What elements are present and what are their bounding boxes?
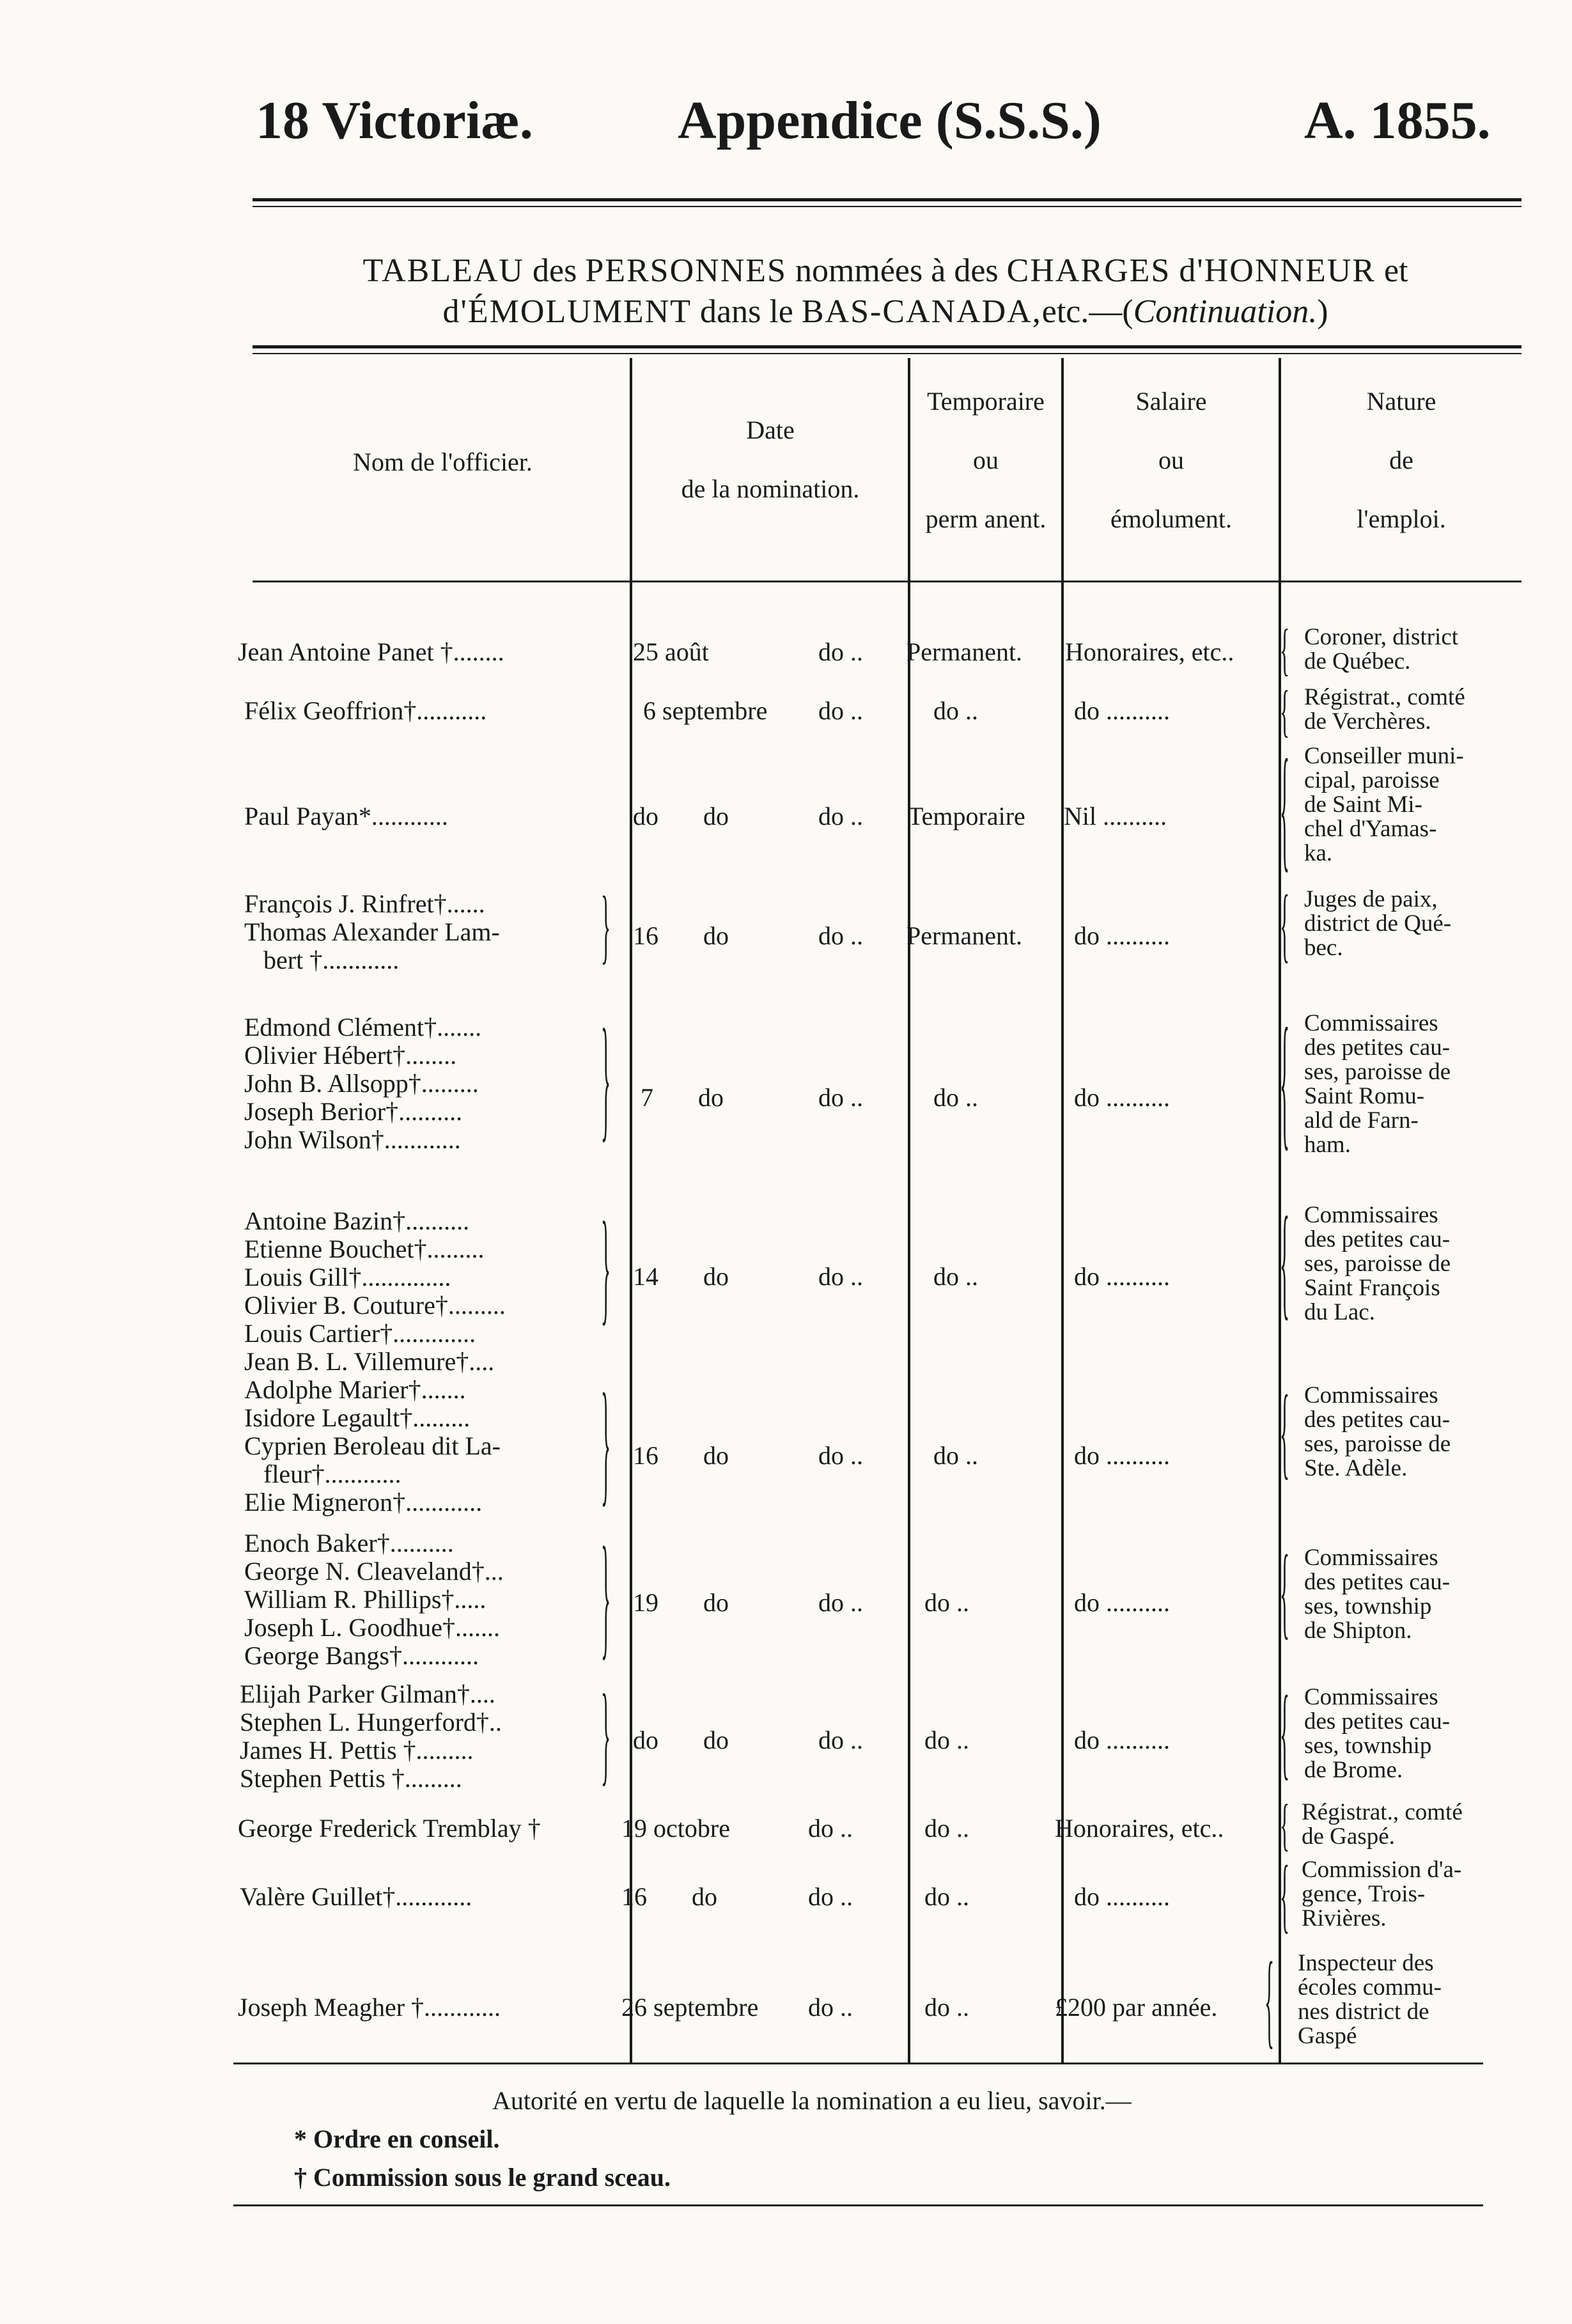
salary: do .......... bbox=[1074, 1588, 1170, 1617]
nature-brace: { bbox=[1265, 1941, 1275, 2059]
nomination-date: 6 septembre bbox=[643, 696, 768, 725]
officer-name: Thomas Alexander Lam- bbox=[244, 917, 500, 946]
table-rule-top bbox=[253, 345, 1521, 348]
officer-name: Antoine Bazin†.......... bbox=[244, 1206, 470, 1235]
nomination-date: 7 do bbox=[641, 1083, 724, 1112]
year-label: A. 1855. bbox=[1304, 91, 1491, 150]
salary: do .......... bbox=[1074, 1262, 1170, 1291]
col-sep-1 bbox=[630, 358, 632, 2063]
names-brace: { bbox=[601, 1197, 611, 1337]
footnote-great-seal: † Commission sous le grand sceau. bbox=[294, 2163, 671, 2192]
employment-nature: Commissaires des petites cau- ses, paroisse de Ste. Adèle. bbox=[1304, 1382, 1451, 1481]
nomination-date: 16 do bbox=[633, 921, 729, 950]
officer-name: Joseph L. Goodhue†....... bbox=[244, 1613, 500, 1642]
tenure: do .. bbox=[933, 1262, 978, 1291]
employment-nature: Régistrat., comté de Gaspé. bbox=[1302, 1799, 1463, 1850]
employment-nature: Inspecteur des écoles commu- nes district de Gaspé bbox=[1298, 1950, 1442, 2049]
employment-nature: Commissaires des petites cau- ses, township de Shipton. bbox=[1304, 1545, 1451, 1644]
col-head-temporaire: Temporaire ou perm anent. bbox=[925, 387, 1047, 533]
nomination-date: 19 octobre bbox=[621, 1814, 730, 1843]
nature-brace: { bbox=[1280, 1192, 1290, 1332]
nomination-date: do do bbox=[633, 1726, 729, 1754]
nomination-year: do .. bbox=[818, 921, 863, 950]
officer-name: Louis Cartier†............. bbox=[244, 1319, 476, 1348]
officer-name: John Wilson†............ bbox=[244, 1125, 461, 1154]
names-brace: { bbox=[601, 1367, 611, 1519]
officer-name: Cyprien Beroleau dit La- bbox=[244, 1431, 501, 1460]
employment-nature: Régistrat., comté de Verchères. bbox=[1304, 684, 1465, 735]
officer-name: fleur†............ bbox=[263, 1460, 401, 1488]
officer-name: Félix Geoffrion†........... bbox=[244, 696, 487, 725]
nature-brace: { bbox=[1280, 618, 1290, 682]
tenure: do .. bbox=[924, 1814, 969, 1843]
officer-name: Stephen Pettis †......... bbox=[240, 1764, 462, 1793]
officer-name: Elijah Parker Gilman†.... bbox=[240, 1680, 495, 1708]
nomination-date: 14 do bbox=[633, 1262, 729, 1291]
employment-nature: Commissaires des petites cau- ses, paroisse de Saint Romu- ald de Farn- ham. bbox=[1304, 1010, 1451, 1158]
officer-name: William R. Phillips†..... bbox=[244, 1585, 486, 1614]
session-label: 18 Victoriæ. bbox=[256, 91, 533, 150]
nature-brace: { bbox=[1280, 1793, 1290, 1857]
col-head-nom: Nom de l'officier. bbox=[353, 448, 533, 476]
employment-nature: Coroner, district de Québec. bbox=[1304, 624, 1459, 675]
col-sep-2 bbox=[908, 358, 910, 2063]
tenure: do .. bbox=[933, 1083, 978, 1112]
salary: Honoraires, etc.. bbox=[1065, 637, 1234, 666]
names-brace: { bbox=[601, 1520, 611, 1673]
officer-name: François J. Rinfret†...... bbox=[244, 889, 485, 918]
officer-name: Louis Gill†.............. bbox=[244, 1263, 451, 1291]
nature-brace: { bbox=[1280, 878, 1290, 971]
tenure: do .. bbox=[924, 1726, 969, 1754]
officer-name: Stephen L. Hungerford†.. bbox=[240, 1708, 502, 1736]
names-brace: { bbox=[601, 880, 611, 972]
col-sep-3 bbox=[1061, 358, 1064, 2063]
nomination-date: 25 août bbox=[633, 637, 709, 666]
table-bottom-rule bbox=[233, 2063, 1483, 2064]
salary: do .......... bbox=[1074, 1441, 1170, 1470]
appendix-label: Appendice (S.S.S.) bbox=[678, 91, 1101, 150]
salary: £200 par année. bbox=[1055, 1993, 1218, 2022]
employment-nature: Commissaires des petites cau- ses, township de Brome. bbox=[1304, 1684, 1451, 1783]
nomination-year: do .. bbox=[818, 1588, 863, 1617]
nomination-date: 16 do bbox=[621, 1882, 717, 1911]
footer-rule bbox=[233, 2204, 1483, 2206]
footnote-order-in-council: * Ordre en conseil. bbox=[294, 2125, 500, 2153]
nature-brace: { bbox=[1280, 680, 1290, 743]
employment-nature: Conseiller muni- cipal, paroisse de Saint Mi- chel d'Yamas- ka. bbox=[1304, 743, 1464, 866]
table-title bbox=[230, 251, 1541, 332]
names-brace: { bbox=[601, 1673, 611, 1797]
officer-name: John B. Allsopp†......... bbox=[244, 1069, 479, 1098]
officer-name: Isidore Legault†......... bbox=[244, 1403, 471, 1432]
nomination-year: do .. bbox=[818, 1262, 863, 1291]
tenure: do .. bbox=[924, 1993, 969, 2022]
officer-name: Elie Migneron†............ bbox=[244, 1488, 483, 1517]
officer-name: Enoch Baker†.......... bbox=[244, 1529, 454, 1557]
officer-name: Adolphe Marier†....... bbox=[244, 1375, 466, 1404]
tenure: Permanent. bbox=[907, 637, 1023, 666]
nomination-year: do .. bbox=[808, 1882, 853, 1911]
nomination-year: do .. bbox=[818, 637, 863, 666]
officer-name: bert †............ bbox=[263, 946, 400, 974]
salary: Nil .......... bbox=[1064, 802, 1167, 831]
nomination-year: do .. bbox=[808, 1814, 853, 1843]
officer-name: Olivier Hébert†........ bbox=[244, 1041, 457, 1070]
col-head-salaire: Salaire ou émolument. bbox=[1110, 387, 1232, 533]
tenure: Permanent. bbox=[907, 921, 1023, 950]
header-rule-top bbox=[253, 198, 1521, 201]
tenure: do .. bbox=[924, 1588, 969, 1617]
table-rule-top-thin bbox=[253, 353, 1521, 354]
nomination-year: do .. bbox=[818, 1726, 863, 1754]
nature-brace: { bbox=[1280, 1676, 1290, 1790]
officer-name: Olivier B. Couture†......... bbox=[244, 1291, 506, 1320]
nature-brace: { bbox=[1280, 999, 1290, 1164]
header-rule-bottom bbox=[253, 206, 1521, 207]
officer-name: George Bangs†............ bbox=[244, 1641, 479, 1670]
nomination-year: do .. bbox=[818, 1441, 863, 1470]
nomination-year: do .. bbox=[818, 802, 863, 831]
salary: do .......... bbox=[1074, 1083, 1170, 1112]
nomination-date: do do bbox=[633, 802, 729, 831]
nomination-year: do .. bbox=[818, 696, 863, 725]
col-head-nature: Nature de l'emploi. bbox=[1357, 387, 1446, 533]
authority-note: Autorité en vertu de laquelle la nomination a eu lieu, savoir.— bbox=[492, 2086, 1132, 2115]
salary: Honoraires, etc.. bbox=[1055, 1814, 1224, 1843]
employment-nature: Juges de paix, district de Qué- bec. bbox=[1304, 886, 1452, 961]
officer-name: Edmond Clément†....... bbox=[244, 1013, 482, 1041]
nomination-date: 26 septembre bbox=[621, 1993, 759, 2022]
salary: do .......... bbox=[1074, 921, 1170, 950]
nature-brace: { bbox=[1280, 1535, 1290, 1649]
nature-brace: { bbox=[1280, 1849, 1290, 1942]
officer-name: George N. Cleaveland†... bbox=[244, 1557, 504, 1586]
nomination-date: 19 do bbox=[633, 1588, 729, 1617]
officer-name: Paul Payan*............ bbox=[244, 802, 448, 831]
salary: do .......... bbox=[1074, 1726, 1170, 1754]
nomination-year: do .. bbox=[818, 1083, 863, 1112]
employment-nature: Commission d'a- gence, Trois- Rivières. bbox=[1302, 1857, 1462, 1931]
table-title-line-2: d'ÉMOLUMENT dans le BAS-CANADA,etc.—(Continuation.) bbox=[442, 293, 1328, 330]
officer-name: Joseph Berior†.......... bbox=[244, 1097, 463, 1126]
nomination-year: do .. bbox=[808, 1993, 853, 2022]
names-brace: { bbox=[601, 1002, 611, 1155]
nomination-date: 16 do bbox=[633, 1441, 729, 1470]
nature-brace: { bbox=[1280, 733, 1290, 885]
tenure: do .. bbox=[933, 1441, 978, 1470]
salary: do .......... bbox=[1074, 696, 1170, 725]
table-title-line-1: TABLEAU des PERSONNES nommées à des CHARGES d'HONNEUR et bbox=[362, 253, 1408, 289]
officer-name: George Frederick Tremblay † bbox=[238, 1814, 541, 1843]
tenure: do .. bbox=[924, 1882, 969, 1911]
tenure: Temporaire bbox=[908, 802, 1025, 831]
officer-name: Valère Guillet†............ bbox=[240, 1882, 472, 1911]
officer-name: Jean B. L. Villemure†.... bbox=[244, 1347, 495, 1376]
tenure: do .. bbox=[933, 696, 978, 725]
col-head-date: Date de la nomination. bbox=[681, 416, 860, 503]
nature-brace: { bbox=[1280, 1375, 1290, 1490]
officer-name: Etienne Bouchet†......... bbox=[244, 1235, 485, 1263]
column-head-rule bbox=[253, 581, 1521, 582]
officer-name: Jean Antoine Panet †........ bbox=[238, 637, 504, 666]
salary: do .......... bbox=[1074, 1882, 1170, 1911]
officer-name: James H. Pettis †......... bbox=[240, 1736, 474, 1765]
employment-nature: Commissaires des petites cau- ses, paroisse de Saint François du Lac. bbox=[1304, 1202, 1451, 1325]
officer-name: Joseph Meagher †............ bbox=[238, 1993, 501, 2022]
